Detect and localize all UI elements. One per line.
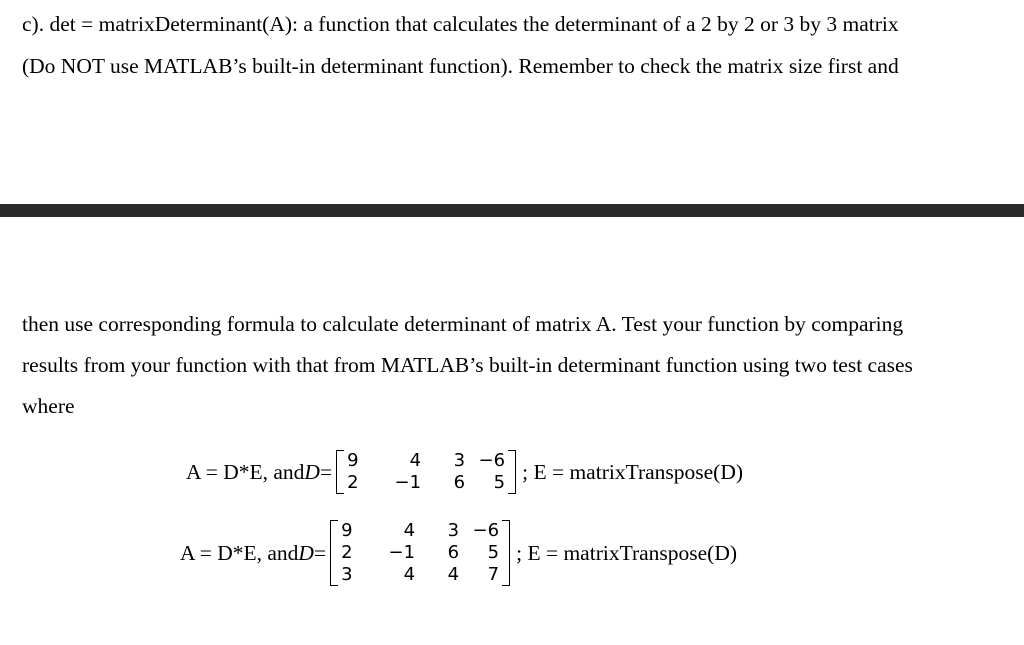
right-bracket — [502, 520, 510, 586]
matrix-cell: 3 — [447, 520, 460, 541]
matrix-cell: −1 — [394, 472, 422, 493]
matrix-cell: −6 — [472, 520, 500, 541]
equation-prefix: A = D*E, and — [180, 540, 299, 565]
left-bracket — [330, 520, 338, 586]
matrix-cell: 3 — [341, 564, 353, 585]
equals-sign: = — [319, 459, 333, 484]
equation-suffix: ; E = matrixTranspose(D) — [522, 459, 744, 484]
matrix-variable: D — [304, 459, 320, 484]
matrix-cell: 6 — [447, 542, 460, 563]
equation-prefix: A = D*E, and — [186, 459, 305, 484]
matrix-cell: 5 — [487, 542, 500, 563]
section-divider — [0, 204, 1024, 217]
matrix-cell: 6 — [453, 472, 466, 493]
matrix-cell: 4 — [403, 520, 416, 541]
matrix-d-2x4 — [336, 450, 516, 494]
matrix-variable: D — [298, 540, 314, 565]
matrix-cell: 2 — [341, 542, 353, 563]
test-case-2 — [180, 520, 737, 586]
matrix-grid — [338, 520, 502, 586]
text-line: (Do NOT use MATLAB’s built-in determinant function). Remember to check the matrix size first and — [22, 54, 899, 78]
matrix-cell: −6 — [478, 450, 506, 471]
matrix-cell: −1 — [388, 542, 416, 563]
test-case-1 — [186, 450, 743, 494]
right-bracket — [508, 450, 516, 494]
matrix-cell: 4 — [409, 450, 422, 471]
text-line: where — [22, 394, 75, 418]
matrix-cell: 9 — [341, 520, 353, 541]
text-line: results from your function with that from MATLAB’s built-in determinant function using two test cases — [22, 353, 913, 377]
matrix-cell: 4 — [447, 564, 460, 585]
matrix-cell: 7 — [487, 564, 500, 585]
matrix-cell: 2 — [347, 472, 359, 493]
matrix-cell: 4 — [403, 564, 416, 585]
matrix-cell: 9 — [347, 450, 359, 471]
text-line: then use corresponding formula to calculate determinant of matrix A. Test your function by comparing — [22, 312, 904, 336]
equals-sign: = — [313, 540, 327, 565]
equation-suffix: ; E = matrixTranspose(D) — [516, 540, 738, 565]
left-bracket — [336, 450, 344, 494]
matrix-cell: 3 — [453, 450, 466, 471]
matrix-d-3x4 — [330, 520, 510, 586]
matrix-grid — [344, 450, 508, 494]
matrix-cell: 5 — [493, 472, 506, 493]
text-line: c). det = matrixDeterminant(A): a function that calculates the determinant of a 2 by 2 or 3 by 3 matrix — [22, 12, 899, 36]
